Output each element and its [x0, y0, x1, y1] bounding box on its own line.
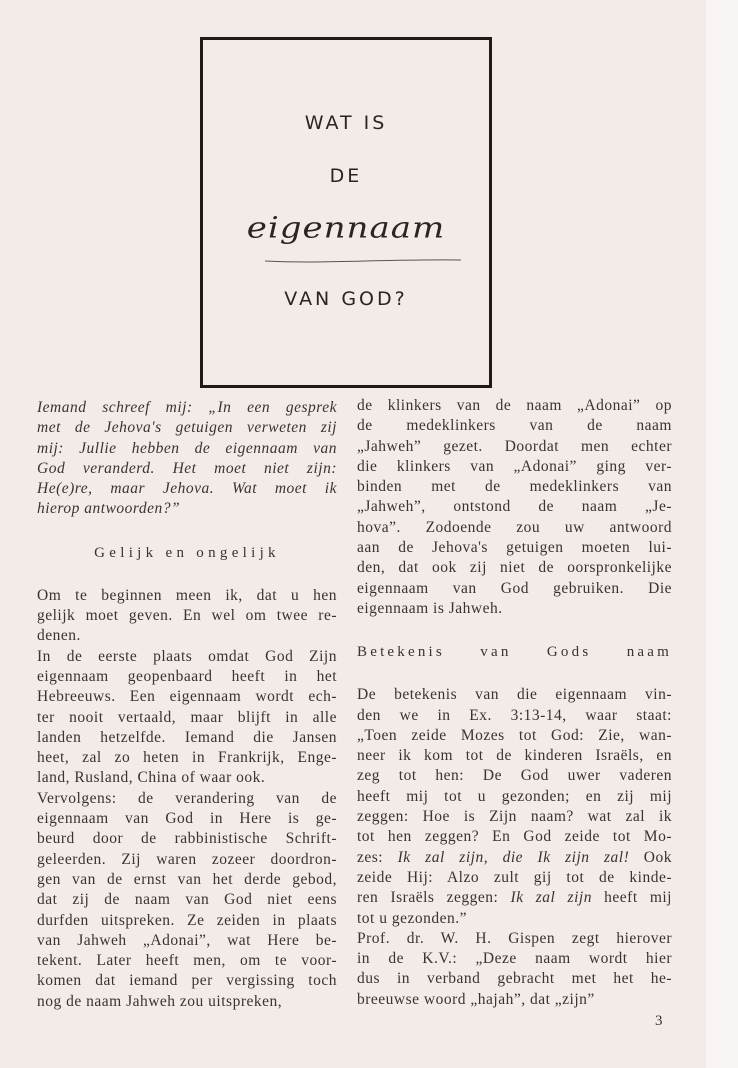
text-line: zeggen: Hoe is Zijn naam? wat zal ik — [357, 808, 672, 826]
text-segment: zes: — [357, 848, 398, 866]
text-line: mij: Jullie hebben de eigennaam van — [37, 439, 337, 457]
text-line: In de eerste plaats omdat God Zijn — [37, 647, 337, 665]
text-line: den, dat ook zij niet de oorspronkelijke — [357, 559, 672, 577]
text-line: zeg tot hen: De God uwer vaderen — [357, 767, 672, 785]
text-line: met de Jehova's getuigen verweten zij — [37, 419, 337, 437]
text-line: eigennaam van God gebruiken. Die — [357, 579, 672, 597]
text-line: hierop antwoorden?” — [37, 500, 181, 518]
paragraph — [357, 929, 672, 1010]
text-line: eigennaam geopenbaard heeft in het — [37, 667, 337, 685]
right-column — [357, 396, 672, 1010]
left-body — [37, 586, 337, 1012]
text-line: gen van de ernst van het derde gebod, — [37, 870, 337, 888]
text-line: heeft mij tot u gezonden; en zij mij — [357, 787, 672, 805]
text-line: beurd door de rabbinistische Schrift- — [37, 830, 337, 848]
text-line: hova”. Zodoende zou uw antwoord — [357, 518, 672, 536]
text-line: nog de naam Jahweh zou uitspreken, — [37, 992, 283, 1010]
text-line: „Toen zeide Mozes tot God: Zie, wan- — [357, 726, 672, 744]
section-heading-betekenis: Betekenis van Gods naam — [357, 644, 672, 661]
text-line: „Jahweh”, ontstond de naam „Je- — [357, 498, 672, 516]
text-line: neer ik kom tot de kinderen Israëls, en — [357, 747, 672, 765]
text-line: dat zij de naam van God niet eens — [37, 891, 337, 909]
text-line: ter nooit vertaald, maar blijft in alle — [37, 708, 337, 726]
scan-edge — [706, 0, 738, 1068]
text-line: binden met de medeklinkers van — [357, 478, 672, 496]
paragraph — [37, 398, 337, 520]
text-line: eigennaam is Jahweh. — [357, 599, 503, 617]
text-line: God veranderd. Het moet niet zijn: — [37, 459, 337, 477]
paragraph — [357, 685, 672, 929]
text-line: Prof. dr. W. H. Gispen zegt hierover — [357, 929, 672, 947]
text-line: heet, zal zo heten in Frankrijk, Enge- — [37, 749, 337, 767]
text-line: De betekenis van die eigennaam vin- — [357, 686, 672, 704]
title-line-2: DE — [329, 165, 363, 187]
text-line: de medeklinkers van de naam — [357, 417, 672, 435]
text-line: de klinkers van de naam „Adonai” op — [357, 397, 672, 414]
text-line: breeuwse woord „hajah”, dat „zijn” — [357, 990, 595, 1008]
text-line: die klinkers van „Adonai” ging ver- — [357, 457, 672, 475]
paragraph — [37, 789, 337, 1012]
text-line — [357, 888, 672, 908]
title-line-4: VAN GOD? — [284, 288, 408, 310]
paragraph — [37, 586, 337, 647]
text-line: den we in Ex. 3:13-14, waar staat: — [357, 706, 672, 724]
text-line: in de K.V.: „Deze naam wordt hier — [357, 950, 672, 968]
text-segment: Ook — [629, 848, 672, 866]
text-line: Iemand schreef mij: „In een gesprek — [37, 399, 337, 416]
title-underline-swash — [263, 255, 463, 265]
text-line: denen. — [37, 627, 81, 645]
text-line — [357, 848, 672, 868]
text-line: Vervolgens: de verandering van de — [37, 789, 337, 807]
paragraph — [37, 647, 337, 789]
page-number: 3 — [655, 1013, 663, 1029]
text-line: zeide Hij: Alzo zult gij tot de kinde- — [357, 868, 672, 886]
text-line: tekent. Later heeft men, om te voor- — [37, 952, 337, 970]
text-line: aan de Jehova's getuigen moeten lui- — [357, 539, 672, 557]
text-line: Om te beginnen meen ik, dat u hen — [37, 586, 337, 604]
text-line: tot hen zeggen? En God zeide tot Mo- — [357, 828, 672, 846]
text-line: geleerden. Zij waren zozeer doordron- — [37, 850, 337, 868]
text-line: van Jahweh „Adonai”, wat Here be- — [37, 931, 337, 949]
text-line: dus in verband gebracht met het he- — [357, 970, 672, 988]
intro-question — [37, 398, 337, 520]
section-heading-gelijk: Gelijk en ongelijk — [94, 544, 280, 561]
title-script-word: eigennaam — [246, 211, 446, 245]
text-segment: heeft mij — [591, 889, 672, 907]
right-top-body — [357, 396, 672, 619]
text-line: land, Rusland, China of waar ook. — [37, 769, 266, 787]
text-line: tot u gezonden.” — [357, 909, 468, 927]
left-column — [37, 398, 337, 1012]
text-segment: ren Israëls zeggen: — [357, 889, 511, 907]
text-line: Hebreeuws. Een eigennaam wordt ech- — [37, 688, 337, 706]
text-line: „Jahweh” gezet. Doordat men echter — [357, 437, 672, 455]
text-line: landen hetzelfde. Iemand die Jansen — [37, 728, 337, 746]
title-box — [200, 37, 492, 388]
text-line: eigennaam van God in Here is ge- — [37, 810, 337, 828]
text-line: komen dat iemand per vergissing toch — [37, 972, 337, 990]
text-line: durfden uitspreken. Ze zeiden in plaats — [37, 911, 337, 929]
text-line: He(e)re, maar Jehova. Wat moet ik — [37, 480, 337, 498]
italic-text: Ik zal zijn — [510, 889, 592, 907]
title-line-1: WAT IS — [304, 112, 388, 134]
paragraph — [357, 396, 672, 619]
text-line: gelijk moet geven. En wel om twee re- — [37, 607, 337, 625]
italic-text: Ik zal zijn, die Ik zijn zal! — [397, 848, 630, 866]
right-body — [357, 685, 672, 1010]
